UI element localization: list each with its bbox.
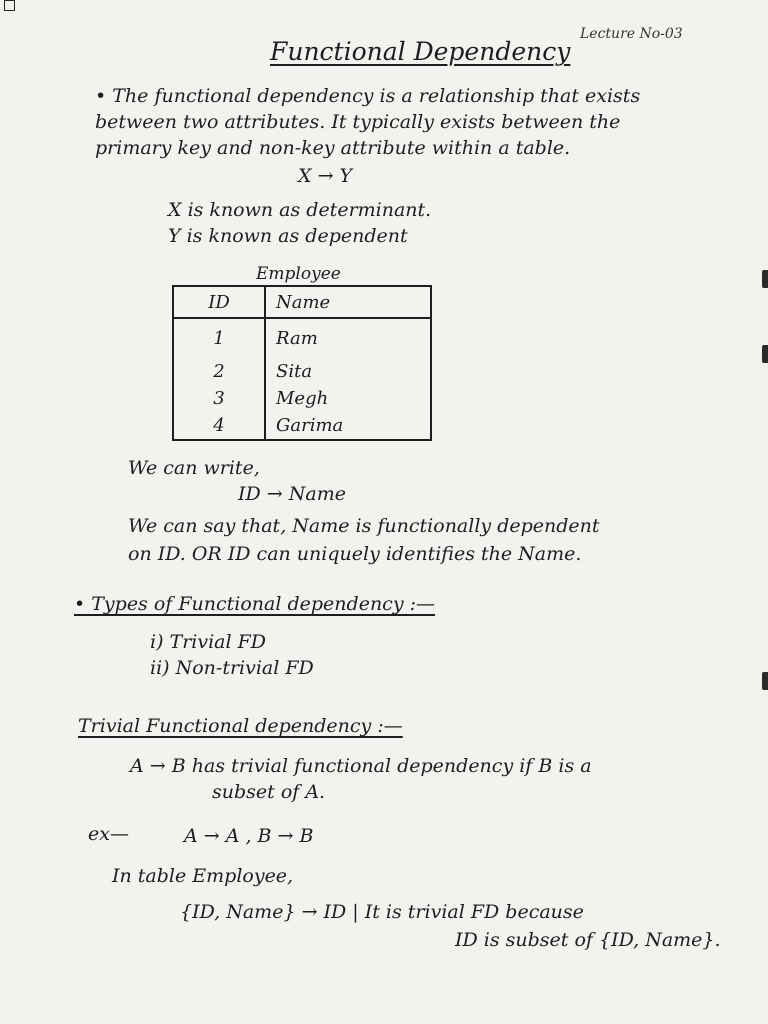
trivial-example: A → A , B → B xyxy=(184,825,314,847)
column-header-name: Name xyxy=(265,286,431,318)
binder-ring-icon xyxy=(762,270,768,288)
types-heading: • Types of Functional dependency :— xyxy=(74,593,435,615)
type-item: ii) Non-trivial FD xyxy=(150,657,314,679)
page-title: Functional Dependency xyxy=(270,37,571,66)
trivial-definition-1: A → B has trivial functional dependency if B is a xyxy=(130,755,592,777)
definition-dependent: Y is known as dependent xyxy=(168,225,408,247)
notation-fd: X → Y xyxy=(298,165,353,187)
definition-determinant: X is known as determinant. xyxy=(168,199,432,221)
cell-id: 3 xyxy=(173,385,265,412)
cell-name: Ram xyxy=(276,328,318,349)
intro-line-1: • The functional dependency is a relationship that exists xyxy=(95,85,641,107)
cell-id: 4 xyxy=(173,412,265,440)
example-label: ex— xyxy=(88,823,129,845)
binder-ring-icon xyxy=(762,672,768,690)
binder-ring-icon xyxy=(762,345,768,363)
table-row xyxy=(173,412,431,440)
cell-name: Sita xyxy=(276,361,313,382)
corner-mark-icon xyxy=(4,0,15,11)
cell-name: Garima xyxy=(276,415,344,436)
type-item: i) Trivial FD xyxy=(150,631,267,653)
subset-explanation: ID is subset of {ID, Name}. xyxy=(455,929,721,951)
example-intro: We can write, xyxy=(128,457,260,479)
table-row xyxy=(173,358,431,385)
example-fd: ID → Name xyxy=(238,483,346,505)
table-row xyxy=(173,318,431,358)
employee-table xyxy=(172,285,432,441)
set-example: {ID, Name} → ID | It is trivial FD because xyxy=(180,901,584,923)
in-table-text: In table Employee, xyxy=(112,865,294,887)
example-explain-2: on ID. OR ID can uniquely identifies the Name. xyxy=(128,543,582,565)
column-header-id: ID xyxy=(173,286,265,318)
example-explain-1: We can say that, Name is functionally dependent xyxy=(128,515,600,537)
cell-id: 1 xyxy=(173,318,265,358)
table-row xyxy=(173,385,431,412)
cell-name: Megh xyxy=(276,388,329,409)
intro-line-2: between two attributes. It typically exists between the xyxy=(95,111,621,133)
intro-line-3: primary key and non-key attribute within a table. xyxy=(95,137,571,159)
table-caption: Employee xyxy=(256,264,341,284)
trivial-heading: Trivial Functional dependency :— xyxy=(78,715,403,737)
trivial-definition-2: subset of A. xyxy=(212,781,326,803)
table-header-row xyxy=(173,286,431,318)
lecture-number: Lecture No-03 xyxy=(580,26,683,42)
cell-id: 2 xyxy=(173,358,265,385)
